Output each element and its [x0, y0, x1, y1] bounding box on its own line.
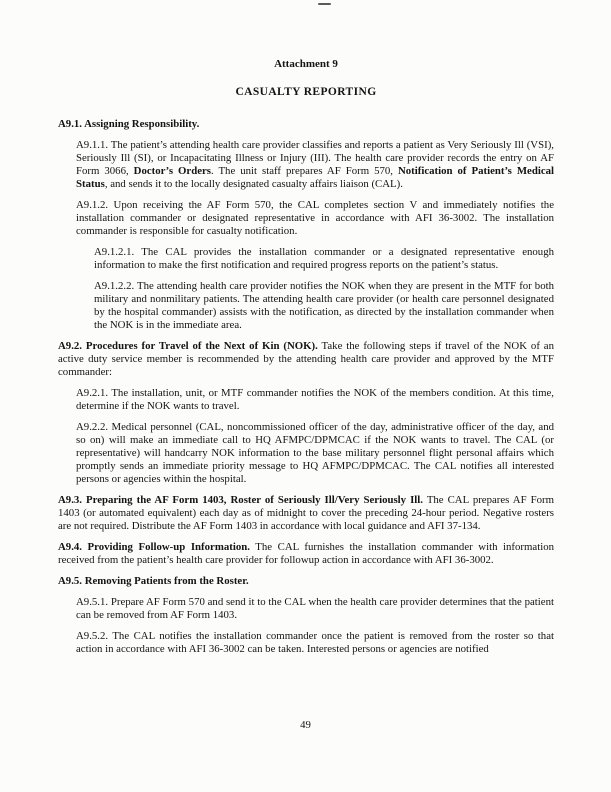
- attachment-label: Attachment 9: [274, 58, 338, 70]
- section-heading-a9-3: A9.3. Preparing the AF Form 1403, Roster of Seriously Ill/Very Seriously Ill.: [58, 494, 423, 506]
- section-paragraph-a9-2: [58, 340, 554, 379]
- bold-run: Doctor’s Orders: [133, 165, 211, 177]
- paragraph-a9-5-2: A9.5.2. The CAL notifies the installation commander once the patient is removed from the roster so that action in accordance with AFI 36-3002 can be taken. Interested persons or agencies are notified: [76, 630, 554, 655]
- text-run: Take the following steps if travel of the NOK of an active duty service member is recommended by the attending health care provider and approved by the MTF commander:: [58, 340, 554, 378]
- page-number: 49: [300, 719, 311, 731]
- paragraph-a9-1-2-1: A9.1.2.1. The CAL provides the installation commander or a designated representative enough information to make the first notification and required progress reports on the patient’s status.: [94, 246, 554, 271]
- text-run: . The unit staff prepares AF Form 570,: [210, 165, 398, 177]
- section-paragraph-a9-3: [58, 494, 554, 533]
- section-heading-a9-2: A9.2. Procedures for Travel of the Next of Kin (NOK).: [58, 340, 318, 352]
- text-run: A9.1.1. The patient’s attending health care provider classifies and reports a patient as Very Seriously Ill (VSI), Seriously Ill (SI), or Incapacitating Illness or Injury (III). The health care provider records the entry on AF Form 3066,: [76, 139, 554, 177]
- section-heading-a9-5: A9.5. Removing Patients from the Roster.: [58, 575, 249, 587]
- document-title: CASUALTY REPORTING: [235, 86, 377, 98]
- paragraph-a9-2-2: A9.2.2. Medical personnel (CAL, noncommissioned officer of the day, administrative officer of the day, and so on) will make an immediate call to HQ AFMPC/DPMCAC if the NOK wants to travel. The CAL (or representative) will handcarry NOK information to the base military personnel flight personal affairs which promptly sends an immediate priority message to HQ AFMPC/DPMCAC. The CAL notifies all interested persons or agencies within the hospital.: [76, 421, 554, 485]
- paragraph-a9-1-2: A9.1.2. Upon receiving the AF Form 570, the CAL completes section V and immediately notifies the installation commander or designated representative in accordance with AFI 36-3002. The installation commander is responsible for casualty notification.: [76, 199, 554, 237]
- paragraph-a9-5-1: A9.5.1. Prepare AF Form 570 and send it to the CAL when the health care provider determines that the patient can be removed from AF Form 1403.: [76, 596, 554, 621]
- text-run: The CAL furnishes the installation commander with information received from the patient’s health care provider for followup action in accordance with AFI 36-3002.: [58, 541, 554, 566]
- text-run: The CAL prepares AF Form 1403 (or automated equivalent) each day as of midnight to cover the preceding 24-hour period. Negative rosters are not required. Distribute the AF Form 1403 in accordance with local guidance and AFI 37-134.: [58, 494, 555, 532]
- scan-artifact-mark: [318, 3, 331, 5]
- paragraph-a9-1-2-2: A9.1.2.2. The attending health care provider notifies the NOK when they are present in the MTF for both military and nonmilitary patients. The attending health care provider (or health care personnel designated by the hospital commander) assists with the notification, as directed by the installation commander when the NOK is in the immediate area.: [94, 280, 554, 331]
- paragraph-a9-2-1: A9.2.1. The installation, unit, or MTF commander notifies the NOK of the members condition. At this time, determine if the NOK wants to travel.: [76, 387, 554, 412]
- paragraph-a9-1-1: [76, 139, 554, 191]
- section-heading-a9-1: A9.1. Assigning Responsibility.: [58, 118, 200, 130]
- text-run: , and sends it to the locally designated casualty affairs liaison (CAL).: [104, 178, 403, 190]
- section-paragraph-a9-4: [58, 541, 554, 567]
- section-heading-a9-4: A9.4. Providing Follow-up Information.: [58, 541, 250, 553]
- bold-run: Notification of Patient’s Medical Status: [76, 165, 555, 190]
